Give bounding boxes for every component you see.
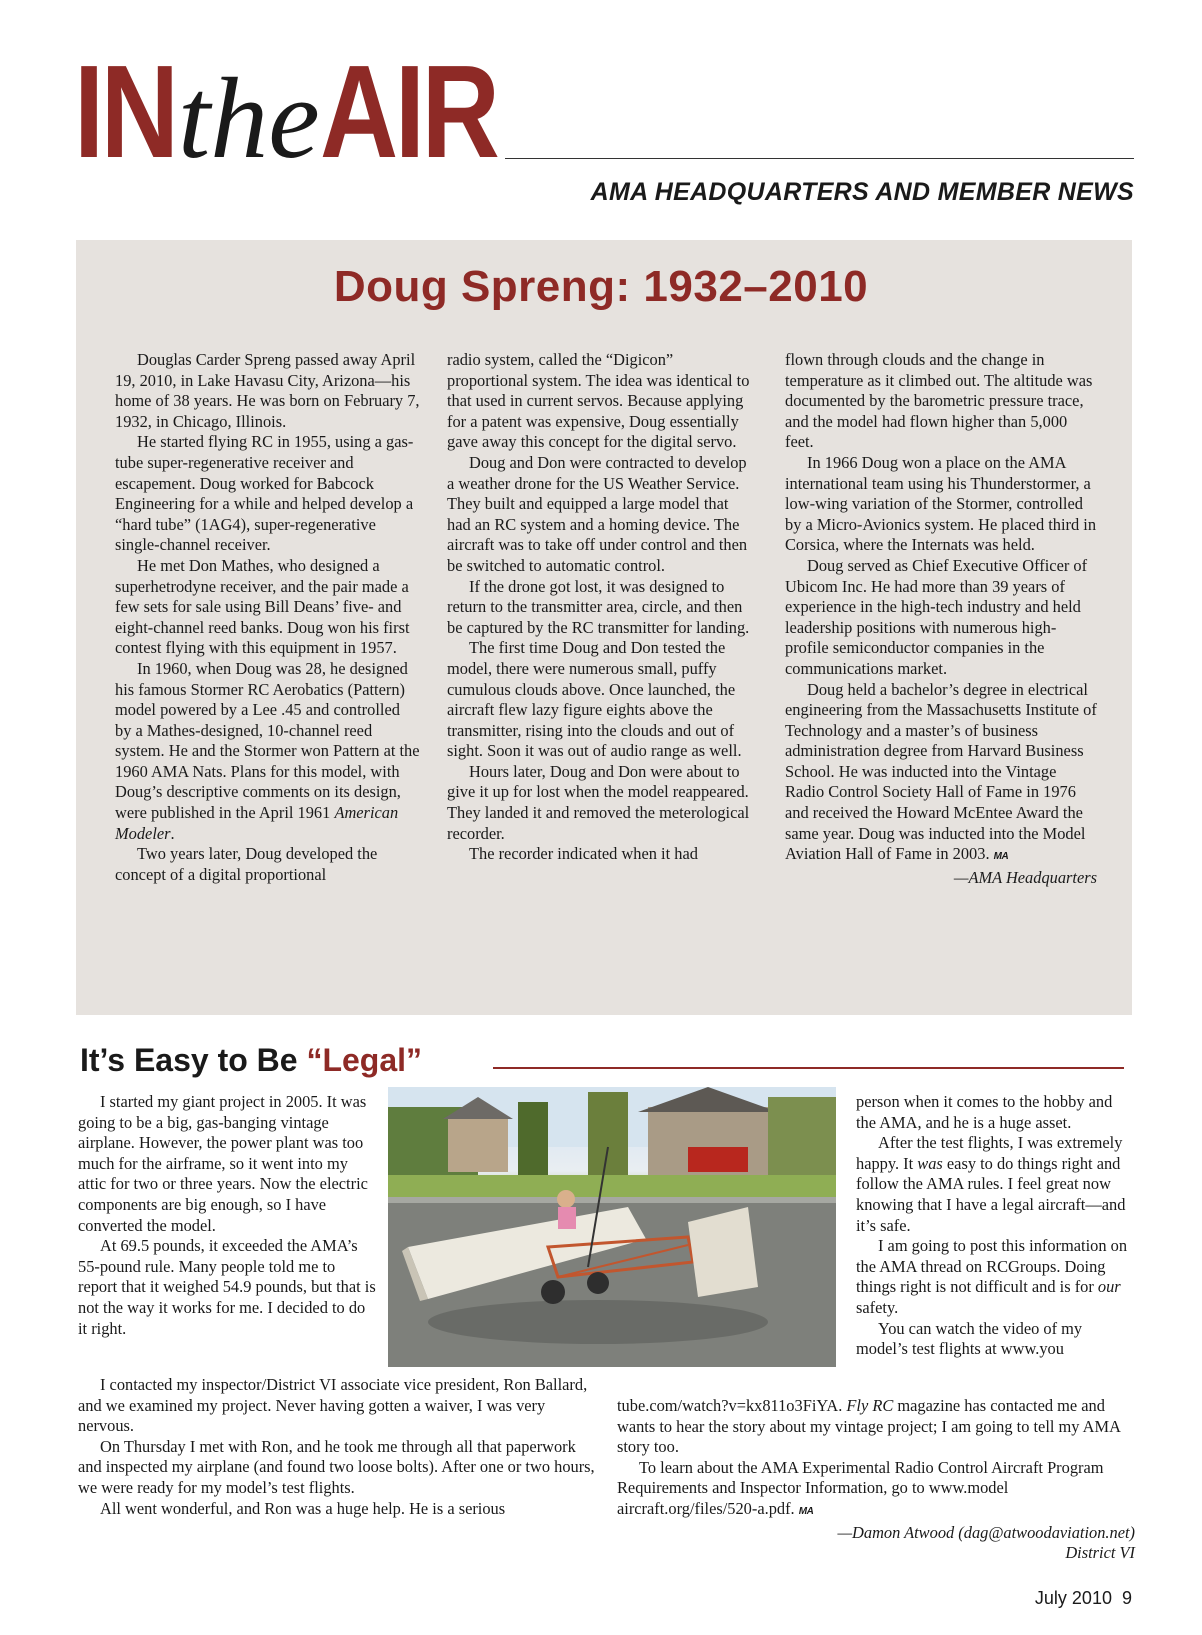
paragraph: Hours later, Doug and Don were about to give it up for lost when the model reappeared. They landed it and removed the meterological recorder. <box>447 761 750 843</box>
paragraph: You can watch the video of my model’s test flights at www.you <box>856 1318 1083 1359</box>
magazine-name: American Modeler <box>115 803 399 843</box>
paragraph <box>856 1236 1132 1318</box>
masthead-rule <box>505 158 1134 159</box>
legal-title-rule <box>493 1067 1124 1069</box>
legal-title-accent: “Legal” <box>306 1042 423 1078</box>
legal-signature-district: District VI <box>1065 1543 1135 1563</box>
paragraph: He met Don Mathes, who designed a superhetrodyne receiver, and the pair made a few sets for sale using Bill Deans’ five- and eight-channel reed banks. Doug won his first contest flying with this equipment in 1957. <box>115 555 410 658</box>
paragraph: In 1960, when Doug was 28, he designed his famous Stormer RC Aerobatics (Pattern) model powered by a Lee .45 and controlled by a Mathes-designed, 10-channel reed system. He and the Stormer won Pattern at the 1960 AMA Nats. Plans for this model, with Doug’s descriptive comments on its design, were published in the April 1961 American Modeler. <box>115 658 420 843</box>
paragraph-text: In 1960, when Doug was 28, he designed his famous Stormer RC Aerobatics (Pattern) model powered by a Lee .45 and controlled by a Mathes-designed, 10-channel reed system. He and the Stormer won Pattern at the 1960 AMA Nats. Plans for this model, with Doug’s descriptive comments on its design, were published in the April 1961 <box>115 658 420 823</box>
end-mark: MA <box>993 851 1009 863</box>
paragraph: Douglas Carder Spreng passed away April 19, 2010, in Lake Havasu City, Arizona—his home of 38 years. He was born on February 7, 1932, in Chicago, Illinois. <box>115 350 420 431</box>
page-number: 9 <box>1121 1588 1132 1608</box>
paragraph: Doug and Don were contracted to develop a weather drone for the US Weather Service. They built and equipped a large model that had an RC system and a homing device. The aircraft was to take off under control and then be switched to automatic control. <box>447 452 748 575</box>
paragraph: Doug served as Chief Executive Officer of Ubicom Inc. He had more than 39 years of experience in the high-tech industry and held leadership positions with numerous high-profile semiconductor companies in the communications market. <box>785 555 1088 678</box>
paragraph: All went wonderful, and Ron was a huge help. He is a serious <box>100 1498 506 1518</box>
paragraph-text: easy to do things right and follow the AMA rules. I feel great now knowing that I have a legal aircraft—and it’s safe. <box>856 1153 1126 1235</box>
paragraph: flown through clouds and the change in temperature as it climbed out. The altitude was documented by the barometric pressure trace, and the model had flown higher than 5,000 feet. <box>785 350 1093 452</box>
paragraph: In 1966 Doug won a place on the AMA international team using his Thunderstormer, a low-wing variation of the Stormer, controlled by a Micro-Avionics system. He placed third in Corsica, where the Internats was held. <box>785 452 1097 555</box>
paragraph <box>856 1133 1132 1236</box>
legal-column-1 <box>78 1092 378 1339</box>
paragraph: At 69.5 pounds, it exceeded the AMA’s 55-pound rule. Many people told me to report that it weighed 54.9 pounds, but that is not the way it works for me. I decided to do it right. <box>78 1236 376 1338</box>
paragraph: The first time Doug and Don tested the model, there were numerous small, puffy cumulous clouds above. Once launched, the aircraft flew lazy figure eights above the transmitter, rising into the clouds and out of sight. Soon it was out of audio range as well. <box>447 638 742 761</box>
paragraph: If the drone got lost, it was designed to return to the transmitter area, circle, and then be captured by the RC transmitter for landing. <box>447 576 750 637</box>
masthead-logo <box>74 38 535 185</box>
obituary-title: Doug Spreng: 1932–2010 <box>333 262 869 311</box>
paragraph: The recorder indicated when it had <box>469 844 698 864</box>
paragraph-text: I am going to post this information on the AMA thread on RCGroups. Doing things right is not difficult and is for <box>856 1236 1128 1297</box>
emphasis: was <box>917 1153 943 1173</box>
obituary-signature: —AMA Headquarters <box>953 867 1097 887</box>
legal-column-bottom <box>617 1396 1135 1564</box>
magazine-name: Fly RC <box>846 1396 894 1415</box>
paragraph-text: To learn about the AMA Experimental Radio Control Aircraft Program Requirements and Inspector Information, go to www.model aircraft.org/files/520-a.pdf. <box>617 1457 1104 1518</box>
obituary-column-3 <box>785 350 1097 888</box>
legal-title-start: It’s Easy to Be <box>80 1042 307 1078</box>
end-mark: MA <box>798 1505 814 1517</box>
paragraph: person when it comes to the hobby and the AMA, and he is a huge asset. <box>856 1092 1113 1132</box>
giant-scale-airplane-photo <box>388 1087 836 1367</box>
legal-signature-name: —Damon Atwood (dag@atwoodaviation.net) <box>837 1522 1135 1542</box>
paragraph <box>785 680 1097 868</box>
paragraph: radio system, called the “Digicon” proportional system. The idea was identical to that used in current servos. Because applying for a patent was expensive, Doug essentially gave away this concept for the digital servo. <box>447 350 750 452</box>
paragraph: I contacted my inspector/District VI associate vice president, Ron Ballard, and we examined my project. Never having gotten a waiver, I was very nervous. <box>78 1375 588 1436</box>
paragraph-text: safety. <box>856 1297 899 1317</box>
section-subtitle: AMA HEADQUARTERS AND MEMBER NEWS <box>590 178 1134 206</box>
paragraph: He started flying RC in 1955, using a gas-tube super-regenerative receiver and escapement. Doug worked for Babcock Engineering for a while and helped develop a “hard tube” (1AG4), super-regenerative single-channel receiver. <box>115 432 414 555</box>
paragraph-text: tube.com/watch?v=kx811o3FiYA. <box>617 1396 847 1415</box>
masthead-in: IN <box>74 38 176 185</box>
legal-column-wide <box>78 1375 598 1519</box>
legal-article-title <box>80 1042 422 1079</box>
masthead-the: the <box>178 55 320 183</box>
paragraph <box>617 1396 1135 1458</box>
airplane-photo-illustration <box>388 1087 836 1367</box>
paragraph <box>617 1458 1135 1523</box>
obituary-column-2 <box>447 350 752 865</box>
paragraph-text: After the test flights, I was extremely happy. It <box>856 1133 1123 1173</box>
paragraph: I started my giant project in 2005. It was going to be a big, gas-banging vintage airplane. However, the power plant was too much for the airframe, so it went into my attic for two or three years. Now the electric components are big enough, so I have converted the model. <box>78 1092 368 1235</box>
emphasis: our <box>1097 1277 1121 1297</box>
paragraph: Two years later, Doug developed the concept of a digital proportional <box>115 844 378 884</box>
masthead-air: AIR <box>319 38 497 185</box>
paragraph-text: magazine has contacted me and wants to hear the story about my vintage project; I am going to tell my AMA story too. <box>617 1396 1121 1457</box>
page-footer <box>1035 1588 1132 1609</box>
legal-column-3 <box>856 1092 1132 1360</box>
issue-date: July 2010 <box>1034 1588 1112 1608</box>
paragraph-text: Doug held a bachelor’s degree in electrical engineering from the Massachusetts Institute of Technology and a master’s of business administration degree from Harvard Business School. He was inducted into the Vintage Radio Control Society Hall of Fame in 1976 and received the Howard McEntee Award the same year. Doug was inducted into the Model Aviation Hall of Fame in 2003. <box>785 679 1097 864</box>
paragraph: On Thursday I met with Ron, and he took me through all that paperwork and inspected my airplane (and found two loose bolts). After one or two hours, we were ready for my model’s test flights. <box>78 1436 595 1497</box>
obituary-column-1 <box>115 350 420 885</box>
